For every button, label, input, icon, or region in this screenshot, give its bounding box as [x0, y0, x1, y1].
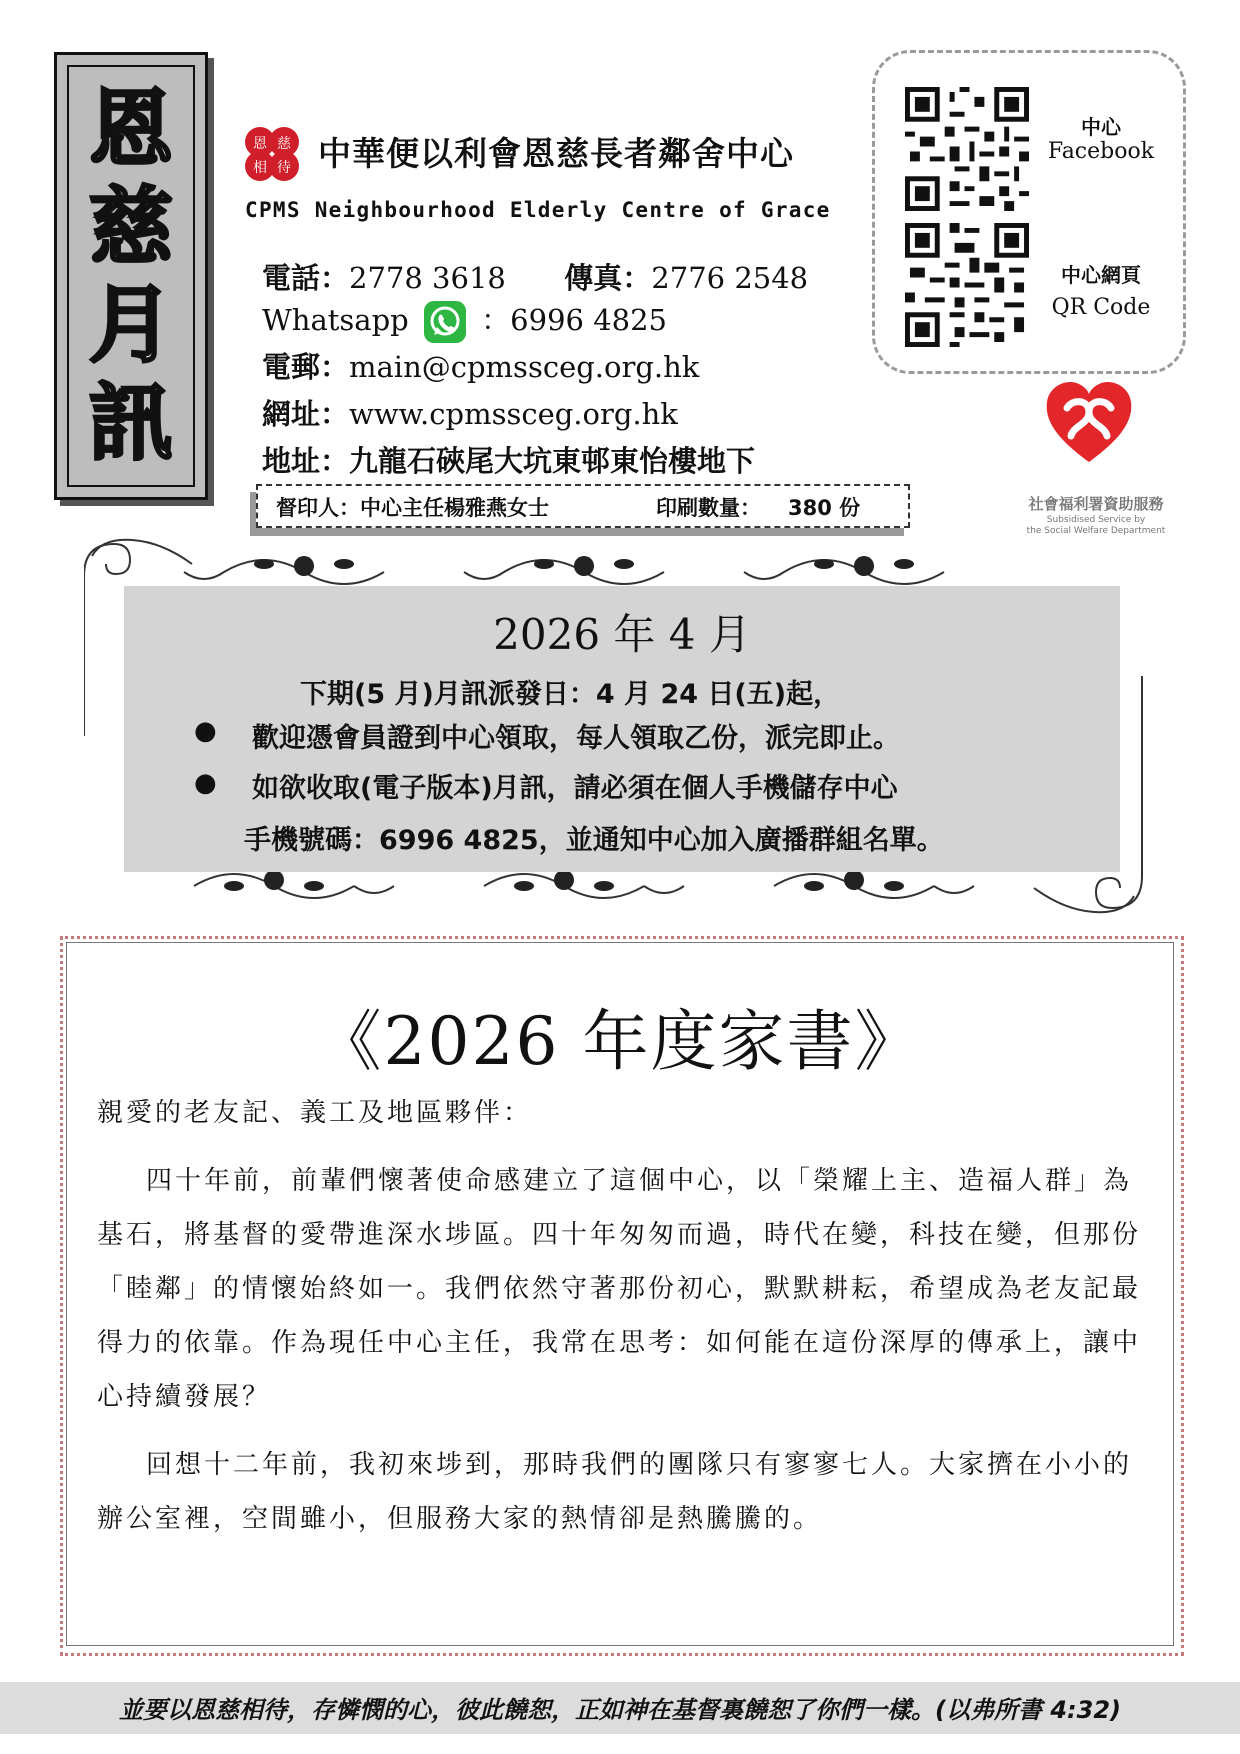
centre-logo-icon [240, 122, 304, 186]
swd-text-zh: 社會福利署資助服務 [1028, 495, 1164, 513]
facebook-qr-code-icon[interactable] [905, 87, 1029, 211]
whatsapp-icon [424, 301, 466, 343]
email-address[interactable]: main@cpmssceg.org.hk [349, 350, 700, 384]
logo-char-4: 待 [277, 160, 291, 176]
address-label: 地址： [262, 444, 350, 478]
website-label: 網址： [262, 397, 350, 431]
swd-text-en-2: the Social Welfare Department [1026, 526, 1166, 536]
letter-p2-line-2: 辦公室裡，空間雖小，但服務大家的熱情卻是熱騰騰的。 [97, 1504, 823, 1534]
swd-heart-logo-icon [1043, 378, 1135, 466]
whatsapp-number: ：6996 4825 [481, 303, 667, 337]
website-qr-code-icon[interactable] [905, 223, 1029, 347]
website-qr-label-1: 中心網頁 [1061, 263, 1141, 287]
next-issue-line: 下期(5 月)月訊派發日：4 月 24 日(五)起， [300, 679, 841, 710]
website-url[interactable]: www.cpmssceg.org.hk [349, 397, 678, 431]
title-char-2: 慈 [88, 178, 173, 276]
printer-info [256, 484, 910, 528]
issue-date-title: 2026 年 4 月 [493, 610, 751, 659]
letter-p1-line-4: 得力的依靠。作為現任中心主任，我常在思考：如何能在這份深厚的傳承上，讓中 [97, 1328, 1142, 1358]
title-char-4: 訊 [88, 374, 173, 472]
qr-code-panel [872, 50, 1186, 374]
website-qr-label-2: QR Code [1051, 295, 1151, 320]
email-line [262, 345, 699, 386]
whatsapp-line [262, 298, 667, 343]
footer-scripture: 並要以恩慈相待，存憐憫的心，彼此饒恕，正如神在基督裏饒恕了你們一樣。(以弗所書 4:32) [119, 1696, 1121, 1724]
org-name-en: CPMS Neighbourhood Elderly Centre of Grace [245, 198, 831, 222]
whatsapp-label: Whatsapp [262, 303, 409, 337]
facebook-label-1: 中心 [1081, 115, 1121, 139]
website-line [262, 392, 678, 433]
fax-label: 傳真： [564, 261, 652, 295]
logo-char-1: 恩 [253, 136, 267, 152]
notice-bullet-2: 如欲收取(電子版本)月訊，請必須在個人手機儲存中心 [252, 773, 898, 804]
phone-fax-line [262, 256, 808, 297]
title-char-1: 恩 [88, 80, 173, 178]
logo-char-2: 慈 [277, 136, 291, 152]
org-name-zh: 中華便以利會恩慈長者鄰舍中心 [318, 134, 794, 173]
newsletter-title-block [54, 52, 208, 500]
print-qty-label: 印刷數量： [656, 496, 761, 520]
title-char-3: 月 [88, 276, 173, 374]
letter-p1-line-1: 四十年前，前輩們懷著使命感建立了這個中心，以「榮耀上主、造福人群」為 [146, 1166, 1133, 1196]
letter-p1-line-3: 「睦鄰」的情懷始終如一。我們依然守著那份初心，默默耕耘，希望成為老友記最 [97, 1274, 1142, 1304]
letter-p1-line-2: 基石，將基督的愛帶進深水埗區。四十年匆匆而過，時代在變，科技在變，但那份 [97, 1220, 1142, 1250]
email-label: 電郵： [262, 350, 350, 384]
bullet-dot-1: ● [194, 716, 217, 746]
print-qty-value: 380 份 [788, 496, 861, 520]
bullet-dot-2: ● [194, 768, 217, 798]
address-text: 九龍石硤尾大坑東邨東怡樓地下 [349, 444, 756, 478]
facebook-label-2: Facebook [1047, 139, 1155, 164]
address-line [262, 439, 755, 480]
swd-text-en [1016, 515, 1176, 537]
letter-title: 《2026 年度家書》 [315, 1003, 923, 1080]
phone-label: 電話： [262, 261, 350, 295]
swd-text-en-1: Subsidised Service by [1046, 515, 1146, 525]
supervisor-text: 督印人：中心主任楊雅燕女士 [276, 496, 549, 520]
phone-number: 2778 3618 [349, 261, 506, 295]
notice-bullet-2-cont: 手機號碼：6996 4825，並通知中心加入廣播群組名單。 [244, 825, 944, 856]
letter-p2-line-1: 回想十二年前，我初來埗到，那時我們的團隊只有寥寥七人。大家擠在小小的 [146, 1450, 1133, 1480]
letter-greeting: 親愛的老友記、義工及地區夥伴： [97, 1098, 533, 1128]
fax-number: 2776 2548 [651, 261, 809, 295]
letter-p1-line-5: 心持續發展？ [97, 1382, 272, 1412]
logo-char-3: 相 [253, 160, 267, 176]
notice-bullet-1: 歡迎憑會員證到中心領取，每人領取乙份，派完即止。 [252, 723, 900, 754]
